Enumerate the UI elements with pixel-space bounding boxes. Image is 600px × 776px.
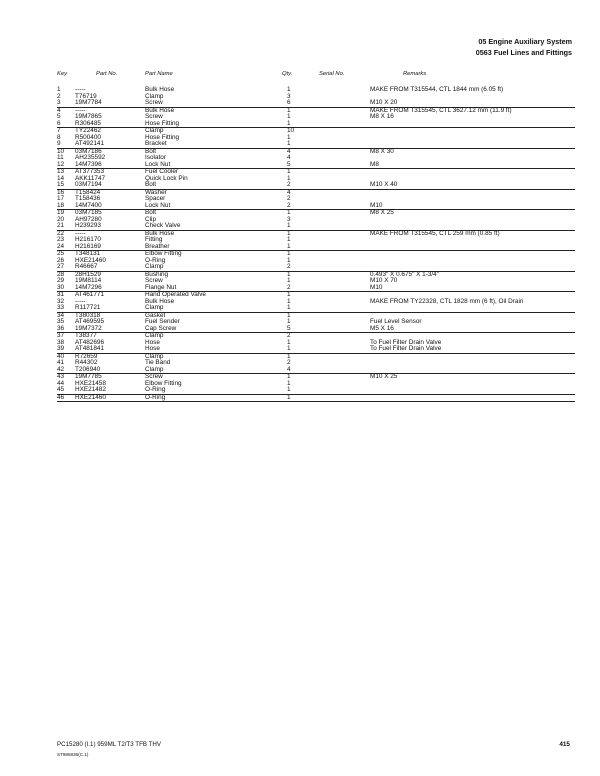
part-number-cell: 14M7396 (75, 160, 102, 168)
part-group (57, 87, 575, 108)
part-number-cell: 14M7296 (75, 283, 102, 291)
quantity-cell: 1 (287, 209, 291, 216)
key-cell: 34 (57, 311, 65, 319)
part-group (57, 272, 575, 293)
part-number-cell: HXE21460 (75, 256, 106, 264)
quantity-cell: 1 (287, 318, 291, 325)
part-name-cell: Hand Operated Valve (145, 291, 206, 298)
remarks-cell: MAKE FROM T315545, CTL 259 mm (0.85 ft) (370, 229, 500, 237)
part-number-cell: HXE21458 (75, 379, 106, 387)
part-number-cell: 19M8114 (75, 277, 102, 284)
table-row (57, 326, 575, 333)
part-name-cell: Check Valve (145, 222, 181, 229)
remarks-cell: M8 X 25 (370, 209, 394, 216)
part-name-cell: Quick Lock Pin (145, 174, 188, 182)
key-cell: 2 (57, 92, 61, 100)
part-name-cell: Bulk Hose (145, 229, 175, 237)
key-cell: 23 (57, 236, 65, 243)
part-number-cell: AT492141 (75, 140, 105, 147)
quantity-cell: 1 (287, 133, 291, 141)
table-row (57, 203, 575, 210)
table-row (57, 121, 575, 128)
remarks-cell: M5 X 16 (370, 324, 394, 332)
quantity-cell: 1 (287, 86, 291, 93)
part-name-cell: Screw (145, 277, 163, 284)
remarks-cell: M8 X 16 (370, 113, 394, 120)
part-name-cell: Clamp (145, 263, 164, 270)
key-cell: 39 (57, 345, 65, 352)
key-cell: 33 (57, 304, 65, 311)
key-cell: 9 (57, 140, 61, 147)
quantity-cell: 1 (287, 250, 291, 257)
quantity-cell: 1 (287, 393, 291, 401)
key-cell: 30 (57, 283, 65, 291)
part-name-cell: Bulk Hose (145, 297, 175, 305)
remarks-cell: M10 X 40 (370, 181, 398, 188)
table-row (57, 162, 575, 169)
part-group (57, 149, 575, 170)
part-group (57, 292, 575, 313)
key-cell: 36 (57, 324, 65, 332)
part-number-cell: T158436 (75, 195, 101, 202)
part-number-cell: 03M7194 (75, 181, 102, 188)
quantity-cell: 2 (287, 195, 291, 202)
key-cell: 14 (57, 174, 65, 182)
part-number-cell: 14M7400 (75, 201, 102, 209)
quantity-cell: 1 (287, 304, 291, 311)
part-number-cell: H239293 (75, 222, 101, 229)
part-name-cell: Screw (145, 99, 163, 106)
part-number-cell: T76719 (75, 92, 97, 100)
key-cell: 29 (57, 277, 65, 284)
quantity-cell: 1 (287, 236, 291, 243)
key-cell: 16 (57, 188, 65, 196)
part-name-cell: Washer (145, 188, 167, 196)
part-number-cell: 03M7185 (75, 209, 102, 216)
part-name-cell: Bracket (145, 140, 167, 147)
part-number-cell: H216170 (75, 236, 101, 243)
key-cell: 45 (57, 386, 65, 393)
key-cell: 8 (57, 133, 61, 141)
part-name-cell: Bolt (145, 209, 157, 216)
quantity-cell: 1 (287, 168, 291, 175)
part-number-cell: 19M7372 (75, 324, 102, 332)
part-number-cell: AT377353 (75, 168, 105, 175)
part-number-cell: AT461771 (75, 291, 105, 298)
part-name-cell: Screw (145, 373, 163, 380)
part-name-cell: Lock Nut (145, 201, 171, 209)
key-cell: 1 (57, 86, 61, 93)
table-row (57, 141, 575, 148)
key-cell: 35 (57, 318, 65, 325)
key-cell: 12 (57, 160, 65, 168)
part-group (57, 354, 575, 375)
remarks-cell: M8 (370, 160, 379, 168)
part-group (57, 313, 575, 334)
quantity-cell: 2 (287, 359, 291, 366)
key-cell: 17 (57, 195, 65, 202)
column-header-key: Key (57, 71, 67, 77)
table-row (57, 100, 575, 107)
part-number-cell: 19M7865 (75, 113, 102, 120)
part-number-cell: 19M7785 (75, 373, 102, 380)
part-number-cell: AT481841 (75, 345, 105, 352)
part-name-cell: Bulk Hose (145, 86, 175, 93)
key-cell: 42 (57, 365, 65, 373)
part-number-cell: R500400 (75, 133, 101, 141)
part-number-cell: AH97280 (75, 215, 102, 223)
part-name-cell: Hose Fitting (145, 133, 180, 141)
part-name-cell: Clamp (145, 365, 164, 373)
key-cell: 27 (57, 263, 65, 270)
part-name-cell: Clip (145, 215, 157, 223)
part-group (57, 251, 575, 272)
part-name-cell: Flange Nut (145, 283, 177, 291)
part-number-cell: AT482696 (75, 338, 105, 346)
part-name-cell: Hose Fitting (145, 119, 180, 127)
part-name-cell: Breather (145, 242, 170, 250)
quantity-cell: 1 (287, 277, 291, 284)
part-number-cell: R46667 (75, 263, 98, 270)
part-group (57, 395, 575, 403)
part-number-cell: ----- (75, 86, 86, 93)
quantity-cell: 4 (287, 147, 291, 155)
table-row (57, 367, 575, 374)
table-row (57, 264, 575, 271)
part-group (57, 190, 575, 211)
remarks-cell: 0.493" X 0.675" X 1-3/4" (370, 270, 439, 278)
remarks-cell: M8 X 30 (370, 147, 394, 155)
subsection-title: 0563 Fuel Lines and Fittings (475, 48, 572, 57)
part-number-cell: T348131 (75, 250, 101, 257)
column-header-qty: Qty. (282, 71, 293, 77)
key-cell: 28 (57, 270, 65, 278)
quantity-cell: 1 (287, 352, 291, 360)
part-number-cell: ----- (75, 229, 86, 237)
key-cell: 20 (57, 215, 65, 223)
part-name-cell: Bolt (145, 147, 157, 155)
key-cell: 26 (57, 256, 65, 264)
quantity-cell: 2 (287, 283, 291, 291)
remarks-cell: M10 X 70 (370, 277, 398, 284)
remarks-cell: M10 (370, 283, 383, 291)
quantity-cell: 1 (287, 379, 291, 387)
part-name-cell: Bolt (145, 181, 157, 188)
part-number-cell: HXE21460 (75, 393, 106, 401)
footer-publication: PC15280 (I.1) 959ML T2/T3 TFB THV (57, 741, 161, 748)
key-cell: 10 (57, 147, 65, 155)
key-cell: 11 (57, 154, 64, 161)
key-cell: 44 (57, 379, 65, 387)
table-row (57, 223, 575, 230)
quantity-cell: 1 (287, 256, 291, 264)
remarks-cell: MAKE FROM TY22328, CTL 1828 mm (6 ft), Oil Drain (370, 297, 524, 305)
quantity-cell: 1 (287, 140, 291, 147)
key-cell: 37 (57, 332, 65, 339)
key-cell: 21 (57, 222, 65, 229)
quantity-cell: 2 (287, 181, 291, 188)
part-name-cell: Clamp (145, 352, 164, 360)
quantity-cell: 1 (287, 386, 291, 393)
part-name-cell: Tie Band (145, 359, 171, 366)
key-cell: 5 (57, 113, 61, 120)
remarks-cell: M10 (370, 201, 383, 209)
part-name-cell: Spacer (145, 195, 166, 202)
part-name-cell: Bushing (145, 270, 169, 278)
part-name-cell: Screw (145, 113, 163, 120)
key-cell: 3 (57, 99, 61, 106)
part-name-cell: Lock Nut (145, 160, 171, 168)
column-header-part-no: Part No. (96, 71, 118, 77)
part-name-cell: Elbow Fitting (145, 379, 182, 387)
part-number-cell: R72659 (75, 352, 98, 360)
part-number-cell: H216169 (75, 242, 101, 250)
column-header-part-name: Part Name (145, 71, 173, 77)
part-number-cell: 28H1529 (75, 270, 101, 278)
part-name-cell: Clamp (145, 304, 164, 311)
quantity-cell: 2 (287, 201, 291, 209)
part-name-cell: Cap Screw (145, 324, 177, 332)
quantity-cell: 4 (287, 188, 291, 196)
part-name-cell: Fuel Sender (145, 318, 180, 325)
part-group (57, 210, 575, 231)
quantity-cell: 2 (287, 263, 291, 270)
quantity-cell: 5 (287, 324, 291, 332)
part-group (57, 169, 575, 190)
quantity-cell: 2 (287, 332, 291, 339)
key-cell: 32 (57, 297, 65, 305)
key-cell: 15 (57, 181, 65, 188)
key-cell: 40 (57, 352, 65, 360)
part-name-cell: Clamp (145, 332, 164, 339)
table-row (57, 182, 575, 189)
quantity-cell: 1 (287, 222, 291, 229)
part-number-cell: TY22462 (75, 127, 101, 134)
part-name-cell: O-Ring (145, 386, 166, 393)
part-name-cell: Clamp (145, 127, 164, 134)
quantity-cell: 1 (287, 119, 291, 127)
part-number-cell: AH235592 (75, 154, 106, 161)
part-group (57, 108, 575, 129)
part-number-cell: R117721 (75, 304, 101, 311)
column-header-serial-no: Serial No. (319, 71, 345, 77)
key-cell: 41 (57, 359, 65, 366)
quantity-cell: 1 (287, 311, 291, 319)
quantity-cell: 1 (287, 174, 291, 182)
quantity-cell: 1 (287, 229, 291, 237)
table-row (57, 244, 575, 251)
part-name-cell: Fuel Cooler (145, 168, 179, 175)
table-row (57, 395, 575, 402)
remarks-cell: M10 X 20 (370, 99, 398, 106)
table-row (57, 285, 575, 292)
quantity-cell: 1 (287, 373, 291, 380)
quantity-cell: 1 (287, 297, 291, 305)
page-number: 415 (559, 741, 570, 748)
part-number-cell: ----- (75, 297, 86, 305)
part-group (57, 128, 575, 149)
part-number-cell: 19M7784 (75, 99, 102, 106)
key-cell: 4 (57, 106, 61, 114)
quantity-cell: 1 (287, 345, 291, 352)
part-name-cell: Fitting (145, 236, 163, 243)
table-row (57, 387, 575, 394)
part-number-cell: AT469595 (75, 318, 105, 325)
footer-code: ST985836(C.1) (57, 752, 89, 757)
part-name-cell: O-Ring (145, 393, 166, 401)
quantity-cell: 1 (287, 270, 291, 278)
key-cell: 18 (57, 201, 65, 209)
key-cell: 22 (57, 229, 65, 237)
part-number-cell: ----- (75, 106, 86, 114)
part-number-cell: AKK11747 (75, 174, 106, 182)
part-name-cell: Elbow Fitting (145, 250, 182, 257)
remarks-cell: MAKE FROM T315544, CTL 1844 mm (6.05 ft) (370, 86, 504, 93)
remarks-cell: Fuel Level Sensor (370, 318, 422, 325)
part-number-cell: T380318 (75, 311, 101, 319)
part-group (57, 333, 575, 354)
part-number-cell: T206940 (75, 365, 101, 373)
quantity-cell: 1 (287, 113, 291, 120)
key-cell: 13 (57, 168, 65, 175)
table-row (57, 346, 575, 353)
key-cell: 24 (57, 242, 65, 250)
part-group (57, 374, 575, 395)
quantity-cell: 1 (287, 106, 291, 114)
part-name-cell: Isolator (145, 154, 166, 161)
part-name-cell: Bulk Hose (145, 106, 175, 114)
quantity-cell: 3 (287, 215, 291, 223)
part-name-cell: Hose (145, 345, 160, 352)
key-cell: 38 (57, 338, 65, 346)
key-cell: 31 (57, 291, 65, 298)
quantity-cell: 1 (287, 291, 291, 298)
quantity-cell: 10 (287, 127, 295, 134)
quantity-cell: 3 (287, 92, 291, 100)
key-cell: 43 (57, 373, 65, 380)
quantity-cell: 5 (287, 160, 291, 168)
part-number-cell: T38377 (75, 332, 97, 339)
remarks-cell: To Fuel Filter Drain Valve (370, 345, 442, 352)
key-cell: 6 (57, 119, 61, 127)
part-number-cell: R44302 (75, 359, 98, 366)
remarks-cell: MAKE FROM T315545, CTL 3627.12 mm (11.9 ft) (370, 106, 512, 114)
quantity-cell: 1 (287, 242, 291, 250)
quantity-cell: 4 (287, 365, 291, 373)
part-name-cell: O-Ring (145, 256, 166, 264)
part-number-cell: R306485 (75, 119, 101, 127)
key-cell: 7 (57, 127, 61, 134)
part-name-cell: Gasket (145, 311, 166, 319)
remarks-cell: To Fuel Filter Drain Valve (370, 338, 442, 346)
quantity-cell: 4 (287, 154, 291, 161)
part-name-cell: Hose (145, 338, 160, 346)
part-name-cell: Clamp (145, 92, 164, 100)
key-cell: 25 (57, 250, 65, 257)
part-number-cell: 03M7186 (75, 147, 102, 155)
column-header-remarks: Remarks (403, 71, 427, 77)
key-cell: 46 (57, 393, 65, 401)
quantity-cell: 6 (287, 99, 291, 106)
parts-table (57, 87, 575, 402)
part-number-cell: T158424 (75, 188, 101, 196)
quantity-cell: 1 (287, 338, 291, 346)
part-number-cell: HXE21482 (75, 386, 106, 393)
key-cell: 19 (57, 209, 65, 216)
part-group (57, 231, 575, 252)
table-row (57, 305, 575, 312)
section-title: 05 Engine Auxiliary System (478, 37, 572, 46)
remarks-cell: M10 X 25 (370, 373, 398, 380)
